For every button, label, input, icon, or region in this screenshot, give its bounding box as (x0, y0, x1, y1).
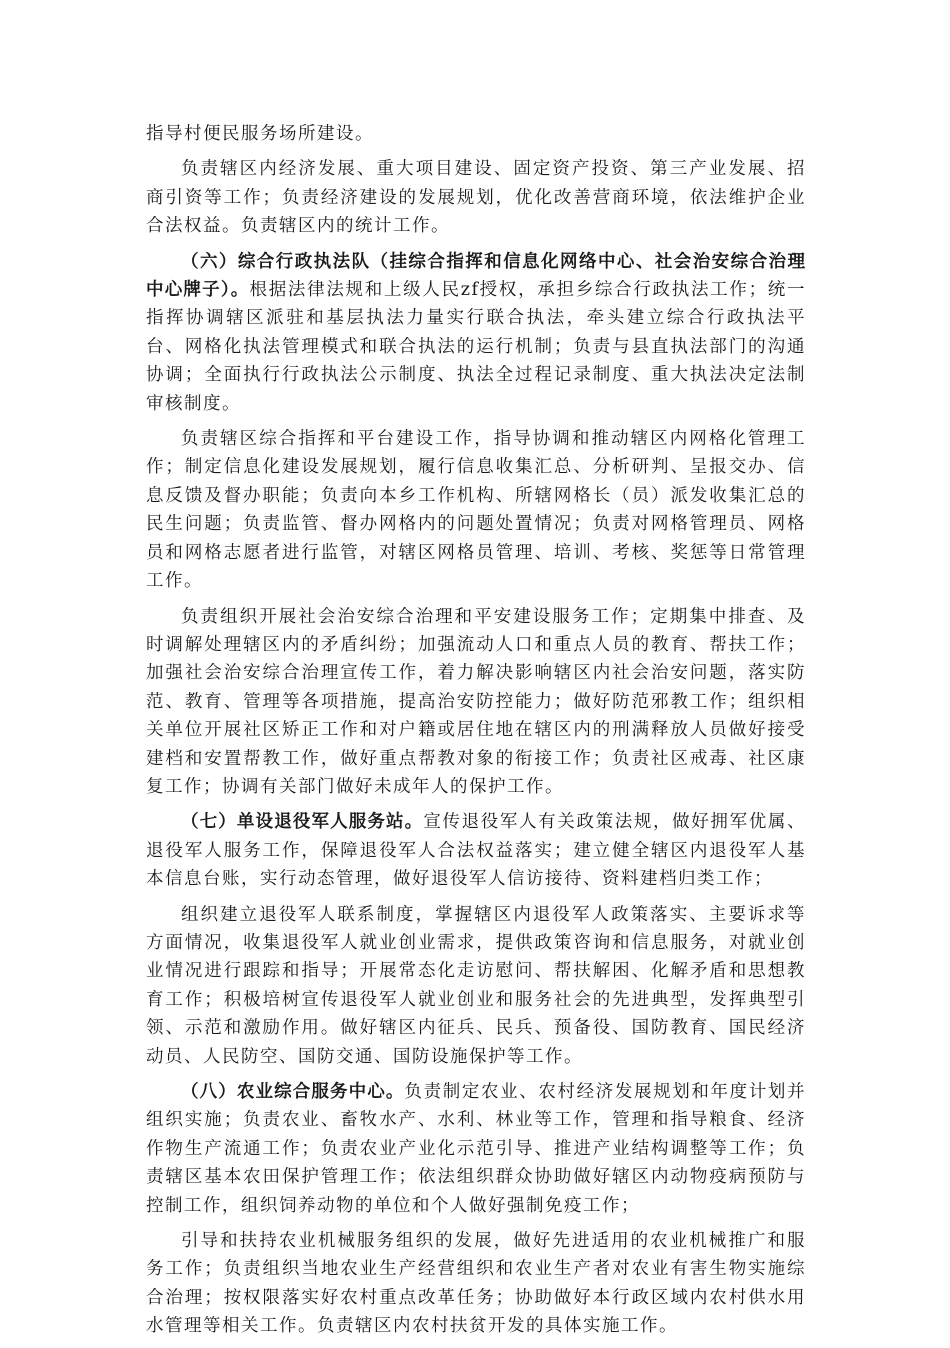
paragraph-text: 负责组织开展社会治安综合治理和平安建设服务工作；定期集中排查、及时调解处理辖区内的矛盾纠纷；加强流动人口和重点人员的教育、帮扶工作；加强社会治安综合治理宣传工作，着力解决影响辖区内社会治安问题，落实防范、教育、管理等各项措施，提高治安防控能力；做好防范邪教工作；组织相关单位开展社区矫正工作和对户籍或居住地在辖区内的刑满释放人员做好接受建档和安置帮教工作，做好重点帮教对象的衔接工作；负责社区戒毒、社区康复工作；协调有关部门做好未成年人的保护工作。 (146, 606, 806, 797)
paragraph-text: 负责辖区内经济发展、重大项目建设、固定资产投资、第三产业发展、招商引资等工作；负责经济建设的发展规划，优化改善营商环境，依法维护企业合法权益。负责辖区内的统计工作。 (146, 159, 806, 237)
paragraph-text: 指导村便民服务场所建设。 (146, 124, 374, 144)
section-heading-8: （八）农业综合服务中心。 (181, 1082, 405, 1102)
paragraph-village-service (146, 120, 806, 148)
paragraph-text: 负责辖区综合指挥和平台建设工作，指导协调和推动辖区内网格化管理工作；制定信息化建设发展规划，履行信息收集汇总、分析研判、呈报交办、信息反馈及督办职能；负责向本乡工作机构、所辖网格长（员）派发收集汇总的民生问题；负责监管、督办网格内的问题处置情况；负责对网格管理员、网格员和网格志愿者进行监管，对辖区网格员管理、培训、考核、奖惩等日常管理工作。 (146, 429, 806, 592)
paragraph-text: 组织建立退役军人联系制度，掌握辖区内退役军人政策落实、主要诉求等方面情况，收集退役军人就业创业需求，提供政策咨询和信息服务，对就业创业情况进行跟踪和指导；开展常态化走访慰问、帮扶解困、化解矛盾和思想教育工作；积极培树宣传退役军人就业创业和服务社会的先进典型，发挥典型引领、示范和激励作用。做好辖区内征兵、民兵、预备役、国防教育、国民经济动员、人民防空、国防交通、国防设施保护等工作。 (146, 904, 806, 1067)
paragraph-public-security (146, 603, 806, 802)
paragraph-veterans-station (146, 808, 806, 893)
section-heading-6: （六）综合行政执法队（挂综合指挥和信息化网络中心、社会治安综合治理中心牌子）。 (146, 251, 806, 301)
paragraph-grid-management (146, 425, 806, 595)
section-heading-7: （七）单设退役军人服务站。 (181, 812, 424, 833)
paragraph-economic-development (146, 155, 806, 240)
document-body (146, 120, 806, 1348)
paragraph-veterans-contact (146, 901, 806, 1071)
paragraph-agriculture-center (146, 1078, 806, 1220)
paragraph-text: 宣传退役军人有关政策法规，做好拥军优属、退役军人服务工作，保障退役军人合法权益落实；建立健全辖区内退役军人基本信息台账，实行动态管理，做好退役军人信访接待、资料建档归类工作； (146, 812, 806, 890)
paragraph-agricultural-machinery (146, 1227, 806, 1341)
paragraph-text: 引导和扶持农业机械服务组织的发展，做好先进适用的农业机械推广和服务工作；负责组织当地农业生产经营组织和农业生产者对农业有害生物实施综合治理；按权限落实好农村重点改革任务；协助做好本行政区域内农村供水用水管理等相关工作。负责辖区内农村扶贫开发的具体实施工作。 (146, 1231, 806, 1337)
paragraph-text: 负责制定农业、农村经济发展规划和年度计划并组织实施；负责农业、畜牧水产、水利、林业等工作，管理和指导粮食、经济作物生产流通工作；负责农业产业化示范引导、推进产业结构调整等工作；负责辖区基本农田保护管理工作；依法组织群众协助做好辖区内动物疫病预防与控制工作，组织饲养动物的单位和个人做好强制免疫工作； (146, 1082, 806, 1216)
paragraph-text: 根据法律法规和上级人民zf授权，承担乡综合行政执法工作；统一指挥协调辖区派驻和基层执法力量实行联合执法，牵头建立综合行政执法平台、网格化执法管理模式和联合执法的运行机制；负责与县直执法部门的沟通协调；全面执行行政执法公示制度、执法全过程记录制度、重大执法决定法制审核制度。 (146, 280, 806, 414)
paragraph-law-enforcement-team (146, 248, 806, 418)
